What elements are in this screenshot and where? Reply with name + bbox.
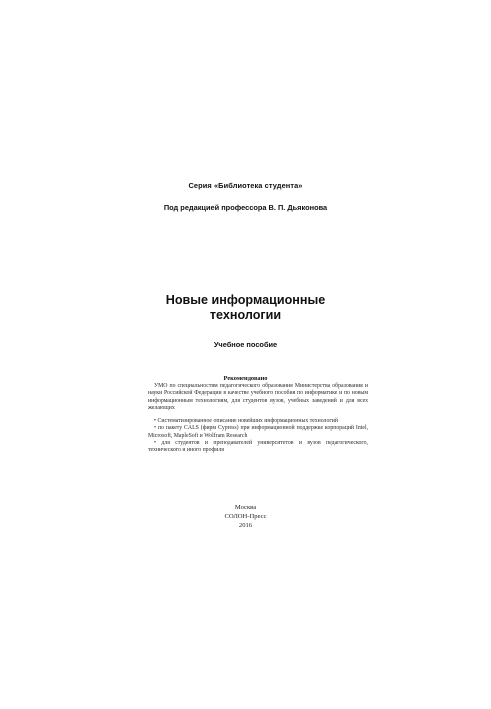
bullet-text: Систематизированное описание новейших информационных технологий — [157, 418, 338, 424]
bullet-item: • Систематизированное описание новейших информационных технологий — [154, 418, 338, 424]
imprint — [0, 504, 491, 530]
bullet-text: по пакету CALS (фирм Cypress) при информационной поддержке корпораций Intel, Microsoft, MapleSoft и Wolfram Research — [148, 425, 369, 439]
bullet-item: • для студентов и преподавателей университетов и вузов педагогического, технического и иного профиля — [148, 439, 368, 454]
book-title — [0, 293, 491, 323]
book-title-line-2: технологии — [209, 308, 282, 322]
editor-line: Под редакцией профессора В. П. Дьяконова — [163, 203, 328, 212]
bullet-item: • по пакету CALS (фирм Cypress) при информационной поддержке корпораций Intel, Microsoft, MapleSoft и Wolfram Research — [148, 425, 369, 439]
recommendation-paragraph: УМО по специальностям педагогического образования Министерства образования и науки Российской Федерации в качестве учебного пособия по информатике и по новым информационным технологиям, для студентов вузов, учебных заведений и для всех желающих — [148, 383, 368, 411]
recommendation-text — [148, 383, 368, 412]
book-subtitle: Учебное пособие — [213, 340, 278, 349]
imprint-city: Москва — [234, 504, 257, 511]
book-title-line-1: Новые информационные — [165, 293, 326, 307]
recommendation-bullets — [148, 418, 368, 454]
imprint-year: 2016 — [238, 521, 253, 529]
bullet-text: для студентов и преподавателей университетов и вузов педагогического, технического и иного профиля — [148, 439, 368, 454]
imprint-publisher: СОЛОН-Пресс — [224, 512, 267, 520]
recommendation-heading: Рекомендовано — [223, 375, 268, 382]
series-line: Серия «Библиотека студента» — [188, 181, 303, 190]
